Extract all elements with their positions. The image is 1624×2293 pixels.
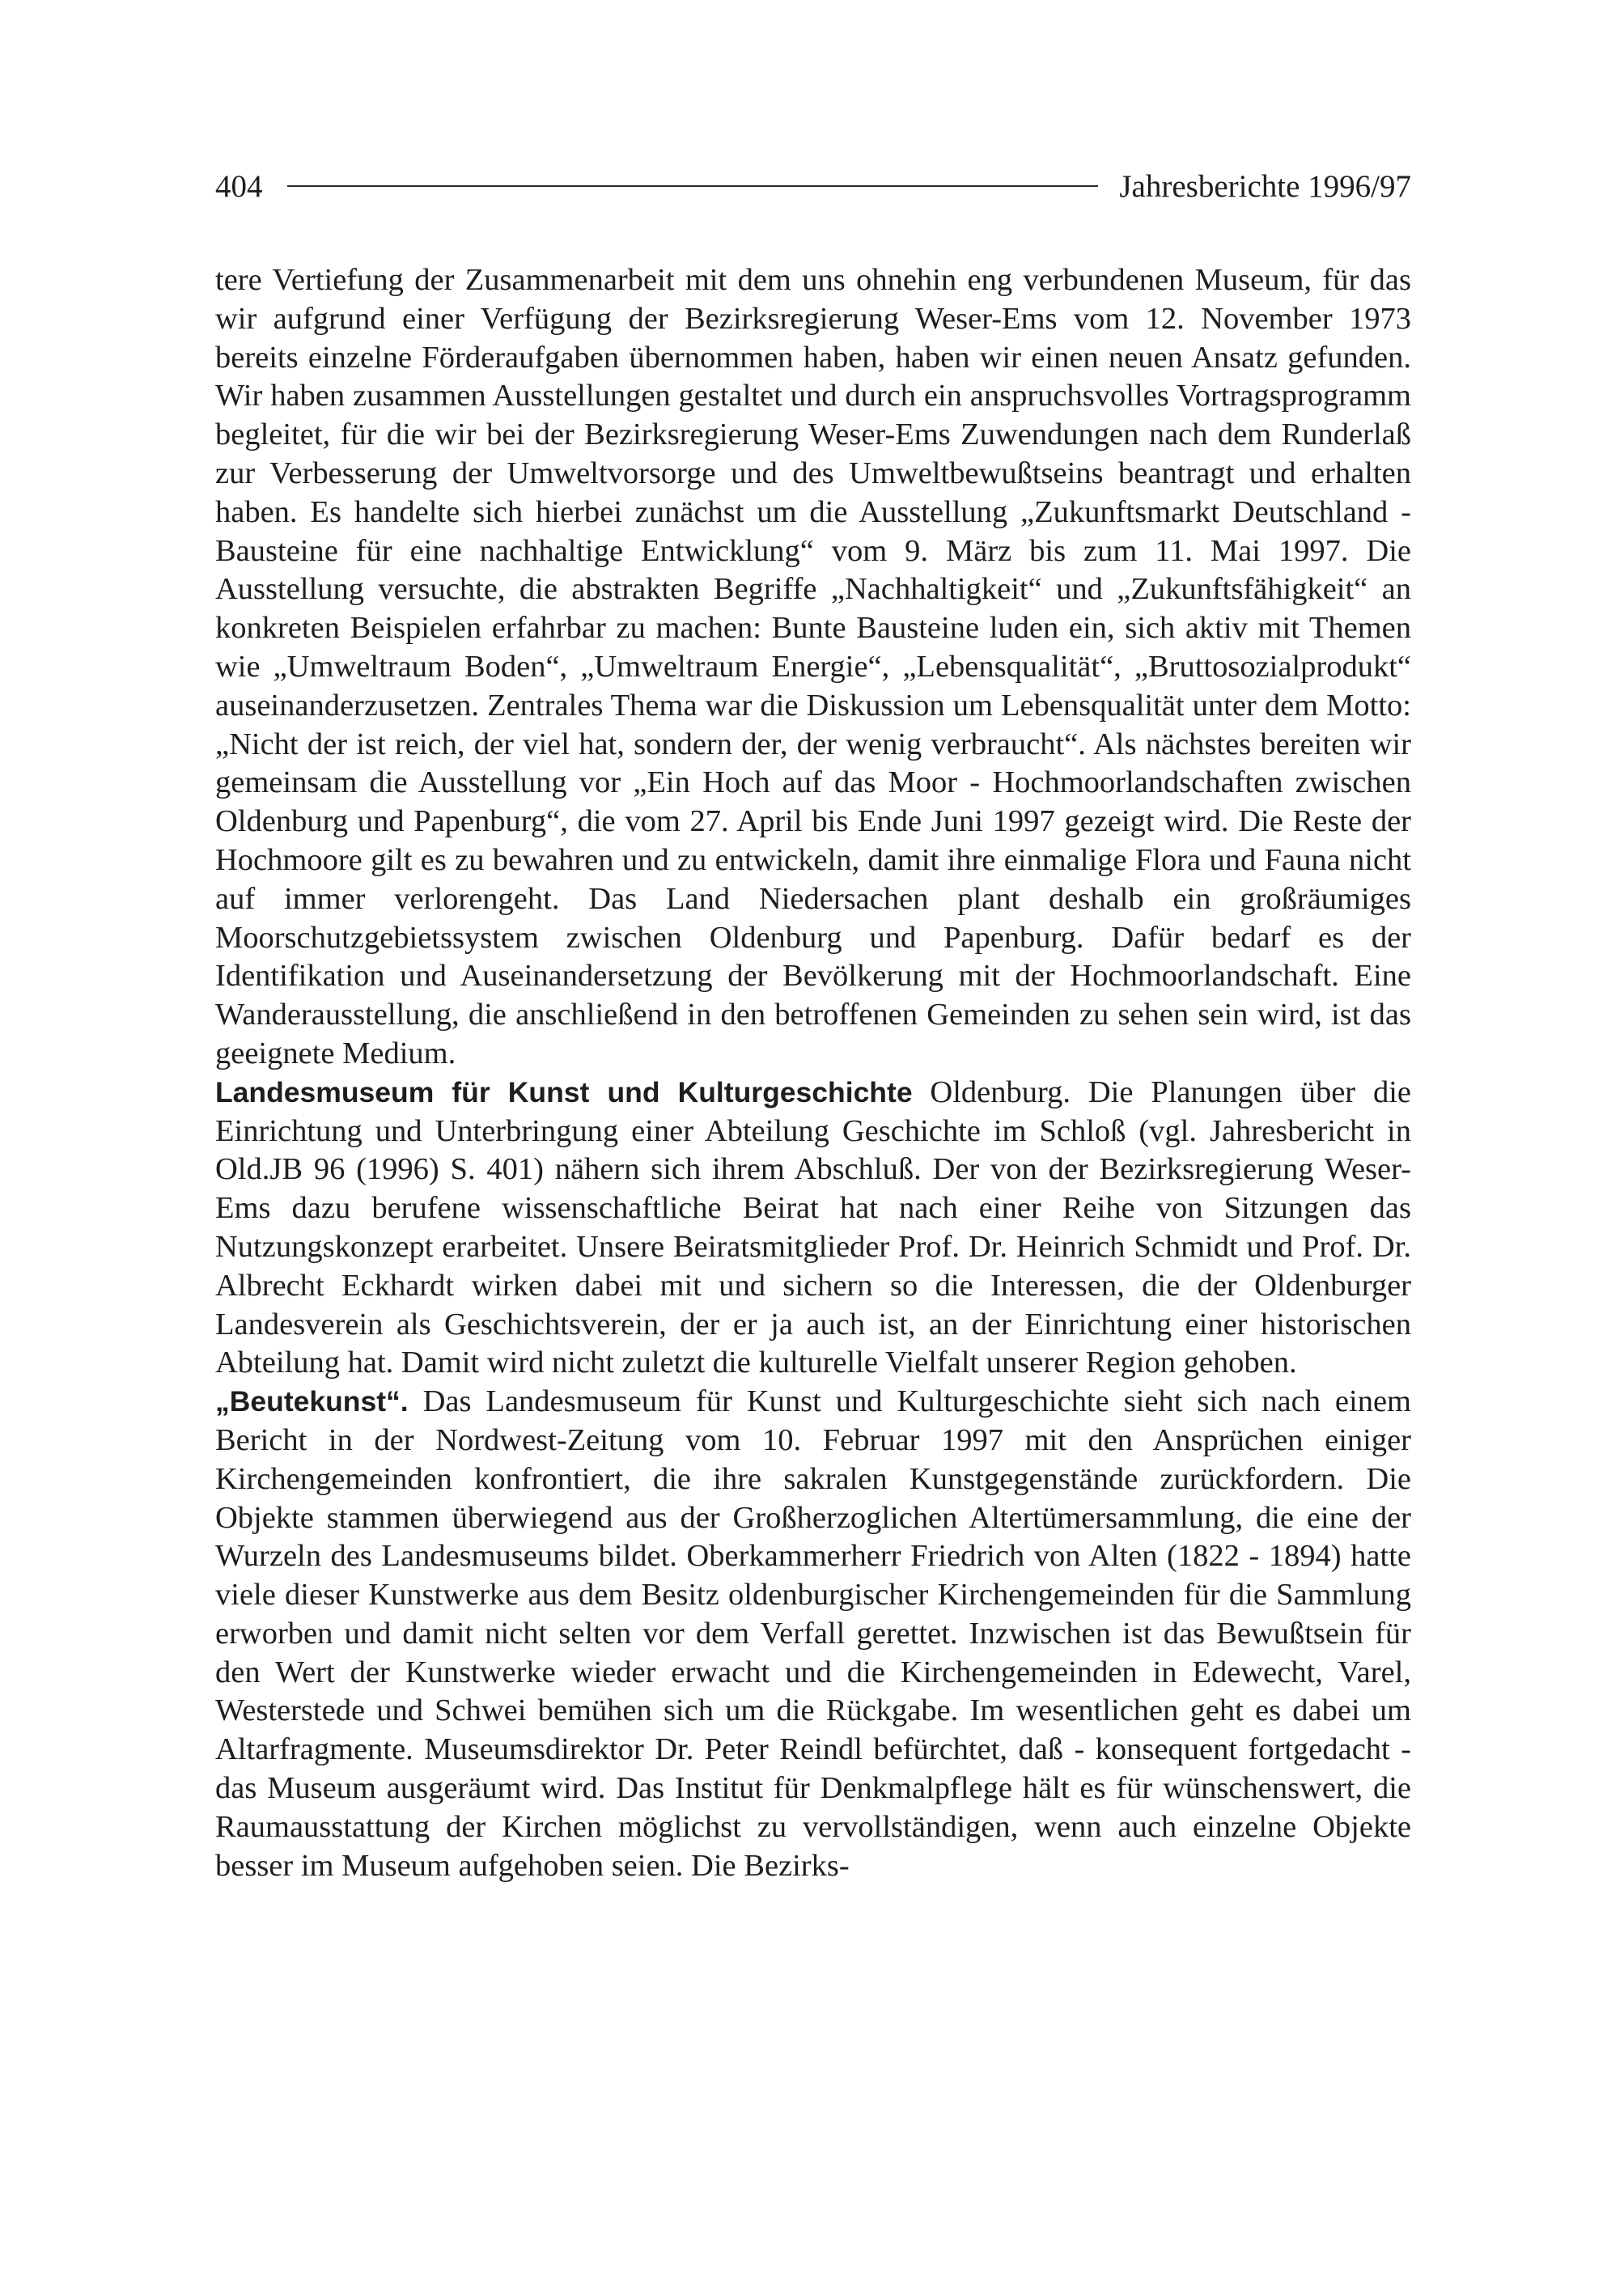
paragraph-beutekunst — [215, 1383, 1411, 1885]
page-header — [215, 162, 1411, 210]
paragraph-exhibitions — [215, 261, 1411, 1074]
header-rule — [287, 185, 1099, 187]
page-number: 404 — [215, 168, 263, 204]
paragraph-landesmuseum — [215, 1074, 1411, 1383]
paragraph-lead-heading: Landesmuseum für Kunst und Kulturgeschichte — [215, 1075, 913, 1108]
paragraph-text: Oldenburg. Die Planungen über die Einrichtung und Unterbringung einer Abteilung Geschichte im Schloß (vgl. Jahresbericht in Old.JB 96 (1996) S. 401) nähern sich ihrem Abschluß. Der von der Bezirksregierung Weser-Ems dazu berufene wissenschaftliche Beirat hat nach einer Reihe von Sitzungen das Nutzungskonzept erarbeitet. Unsere Beiratsmitglieder Prof. Dr. Heinrich Schmidt und Prof. Dr. Albrecht Eckhardt wirken dabei mit und sichern so die Interessen, die der Oldenburger Landesverein als Geschichtsverein, der er ja auch ist, an der Einrichtung einer historischen Abteilung hat. Damit wird nicht zuletzt die kulturelle Vielfalt unserer Region gehoben. — [215, 1074, 1411, 1380]
paragraph-lead-heading: „Beutekunst“. — [215, 1385, 409, 1418]
running-title: Jahresberichte 1996/97 — [1119, 168, 1411, 204]
paragraph-text: Das Landesmuseum für Kunst und Kulturgeschichte sieht sich nach einem Bericht in der Nordwest-Zeitung vom 10. Februar 1997 mit den Ansprüchen einiger Kirchengemeinden konfrontiert, die ihre sakralen Kunstgegenstände zurückfordern. Die Objekte stammen überwiegend aus der Großherzoglichen Altertümersammlung, die eine der Wurzeln des Landesmuseums bildet. Oberkammerherr Friedrich von Alten (1822 - 1894) hatte viele dieser Kunstwerke aus dem Besitz oldenburgischer Kirchengemeinden für die Sammlung erworben und damit nicht selten vor dem Verfall gerettet. Inzwischen ist das Bewußtsein für den Wert der Kunstwerke wieder erwacht und die Kirchengemeinden in Edewecht, Varel, Westerstede und Schwei bemühen sich um die Rückgabe. Im wesentlichen geht es dabei um Altarfragmente. Museumsdirektor Dr. Peter Reindl befürchtet, daß - konsequent fortgedacht - das Museum ausgeräumt wird. Das Institut für Denkmalpflege hält es für wünschenswert, die Raumausstattung der Kirchen möglichst zu vervollständigen, wenn auch einzelne Objekte besser im Museum aufgehoben seien. Die Bezirks- — [215, 1384, 1411, 1883]
body-text — [215, 261, 1411, 1885]
paragraph-text: tere Vertiefung der Zusammenarbeit mit dem uns ohnehin eng verbundenen Museum, für das wir aufgrund einer Verfügung der Bezirksregierung Weser-Ems vom 12. November 1973 bereits einzelne Förderaufgaben übernommen haben, haben wir einen neuen Ansatz gefunden. Wir haben zusammen Ausstellungen gestaltet und durch ein anspruchsvolles Vortragsprogramm begleitet, für die wir bei der Bezirksregierung Weser-Ems Zuwendungen nach dem Runderlaß zur Verbesserung der Umweltvorsorge und des Umweltbewußtseins beantragt und erhalten haben. Es handelte sich hierbei zunächst um die Ausstellung „Zukunftsmarkt Deutschland - Bausteine für eine nachhaltige Entwicklung“ vom 9. März bis zum 11. Mai 1997. Die Ausstellung versuchte, die abstrakten Begriffe „Nachhaltigkeit“ und „Zukunftsfähigkeit“ an konkreten Beispielen erfahrbar zu machen: Bunte Bausteine luden ein, sich aktiv mit Themen wie „Umweltraum Boden“, „Umweltraum Energie“, „Lebensqualität“, „Bruttosozialprodukt“ auseinanderzusetzen. Zentrales Thema war die Diskussion um Lebensqualität unter dem Motto: „Nicht der ist reich, der viel hat, sondern der, der wenig verbraucht“. Als nächstes bereiten wir gemeinsam die Ausstellung vor „Ein Hoch auf das Moor - Hochmoorlandschaften zwischen Oldenburg und Papenburg“, die vom 27. April bis Ende Juni 1997 gezeigt wird. Die Reste der Hochmoore gilt es zu bewahren und zu entwickeln, damit ihre einmalige Flora und Fauna nicht auf immer verlorengeht. Das Land Niedersachen plant deshalb ein großräumiges Moorschutzgebietssystem zwischen Oldenburg und Papenburg. Dafür bedarf es der Identifikation und Auseinandersetzung der Bevölkerung mit der Hochmoorlandschaft. Eine Wanderausstellung, die anschließend in den betroffenen Gemeinden zu sehen sein wird, ist das geeignete Medium. — [215, 263, 1411, 1070]
